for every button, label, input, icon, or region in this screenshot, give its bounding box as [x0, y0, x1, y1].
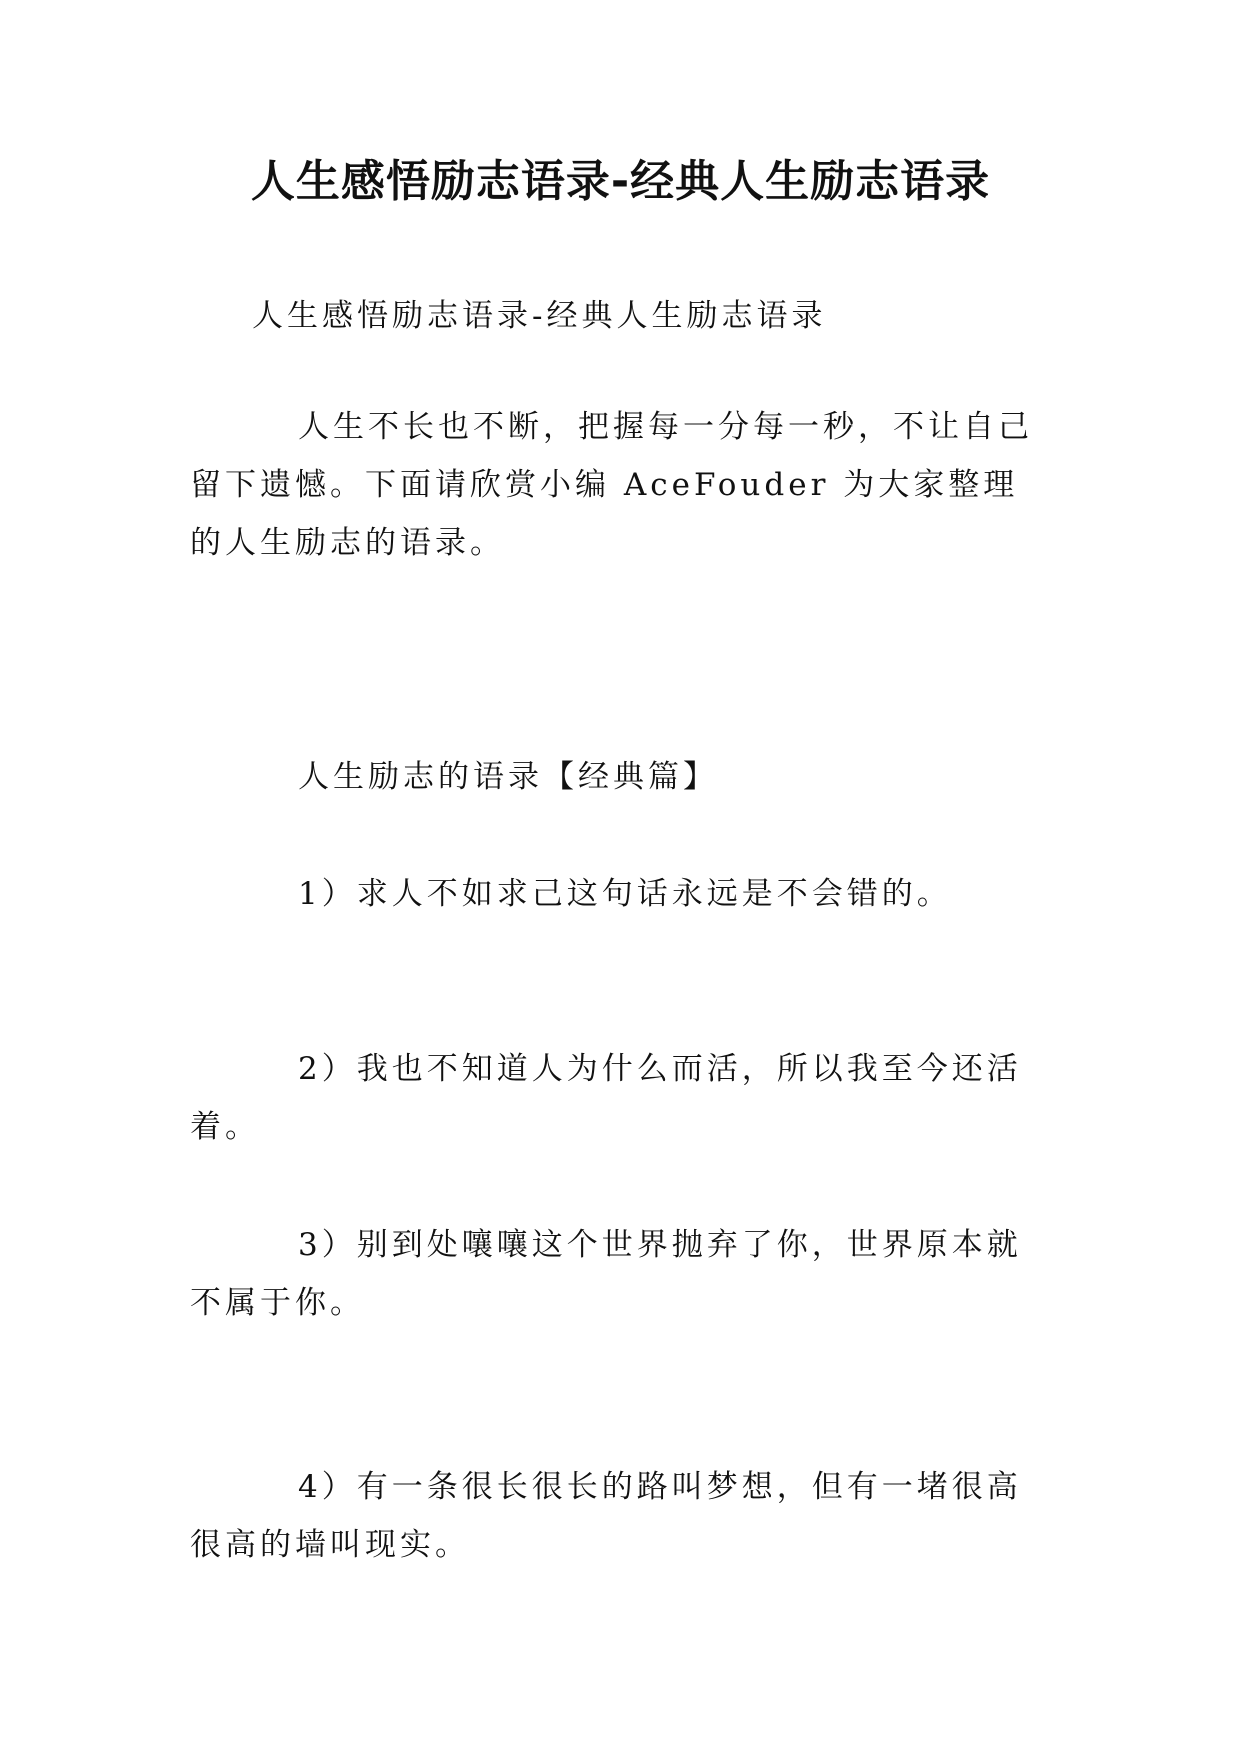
quote-item-2: 2）我也不知道人为什么而活，所以我至今还活着。 [190, 1051, 1022, 1145]
intro-paragraph: 人生不长也不断，把握每一分每一秒，不让自己留下遗憾。下面请欣赏小编 AceFouder 为大家整理的人生励志的语录。 [190, 409, 1033, 561]
quote-item-3: 3）别到处嚷嚷这个世界抛弃了你，世界原本就不属于你。 [190, 1227, 1022, 1321]
section-heading: 人生励志的语录【经典篇】 [298, 759, 718, 795]
quote-item-4: 4）有一条很长很长的路叫梦想，但有一堵很高很高的墙叫现实。 [190, 1469, 1022, 1563]
document-subtitle: 人生感悟励志语录-经典人生励志语录 [252, 298, 827, 334]
quote-item-1: 1）求人不如求己这句话永远是不会错的。 [298, 876, 952, 912]
document-title: 人生感悟励志语录-经典人生励志语录 [250, 156, 991, 207]
